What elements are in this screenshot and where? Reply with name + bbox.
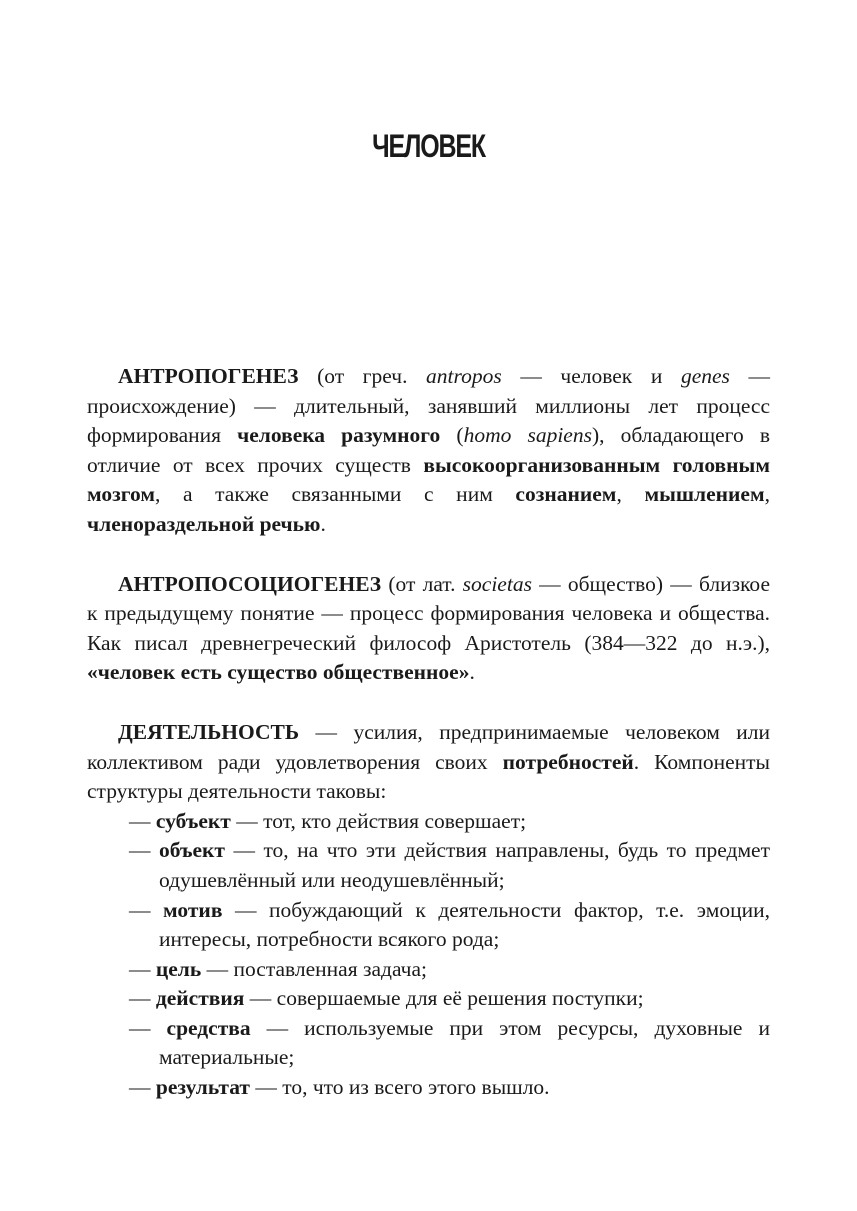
list-dash: — — [129, 838, 159, 863]
latin-term: genes — [680, 364, 730, 388]
entry-paragraph — [87, 718, 770, 807]
list-item — [87, 896, 770, 955]
component-text: — совершаемые для её решения поступки; — [244, 986, 644, 1011]
entry-text: ), обладающего в отличие от всех прочих существ — [87, 423, 770, 477]
entry-text: — усилия, предпринимаемые человеком или коллективом ради удовлетворения своих — [87, 719, 770, 774]
entry-text: , — [764, 482, 770, 507]
entry-paragraph — [87, 570, 770, 688]
entry-anthroposociogenesis — [87, 570, 770, 688]
bold-term: человека разумного — [237, 423, 441, 448]
component-text: — то, на что эти действия направлены, будь то предмет одушевлённый или неодушевлённый; — [159, 838, 770, 892]
bold-term: потребностей — [502, 749, 634, 774]
entry-anthropogenesis — [87, 362, 770, 540]
entry-text: — человек и — [501, 364, 681, 388]
list-dash: — — [129, 897, 164, 922]
entry-term: АНТРОПОГЕНЕЗ — [118, 364, 299, 388]
component-text: — то, что из всего этого вышло. — [249, 1075, 550, 1100]
list-dash: — — [129, 956, 156, 981]
list-item — [87, 955, 770, 985]
component-term: действия — [155, 986, 245, 1011]
list-item — [87, 807, 770, 837]
entry-text: ( — [440, 423, 464, 448]
list-dash: — — [129, 1015, 167, 1040]
entry-text: , — [616, 482, 645, 507]
bold-term: мышлением — [644, 482, 765, 507]
entry-text: (от лат. — [381, 571, 463, 596]
list-item — [87, 1014, 770, 1073]
entry-text: . — [469, 660, 475, 685]
list-dash: — — [129, 808, 156, 833]
latin-term: societas — [462, 571, 532, 596]
latin-term: antropos — [426, 364, 502, 388]
component-term: результат — [155, 1075, 250, 1100]
component-term: объект — [158, 838, 225, 863]
entry-text: (от греч. — [298, 364, 427, 388]
component-term: субъект — [155, 808, 231, 833]
page-content — [87, 362, 770, 1103]
component-text: — поставленная задача; — [201, 956, 427, 981]
latin-term: homo sapiens — [463, 423, 592, 448]
bold-term: членораздельной речью — [87, 511, 321, 536]
component-term: средства — [166, 1015, 251, 1040]
entry-activity — [87, 718, 770, 1103]
entry-term: ДЕЯТЕЛЬНОСТЬ — [118, 719, 300, 744]
entry-text: . Компоненты структуры деятельности таковы: — [87, 749, 770, 804]
component-text: — тот, кто действия совершает; — [230, 808, 527, 833]
bold-term: высокоорганизованным головным мозгом — [87, 452, 770, 507]
entry-paragraph — [87, 362, 770, 540]
page-title: ЧЕЛОВЕК — [372, 128, 485, 164]
entry-text: . — [320, 511, 326, 536]
component-text: — побуждающий к деятельности фактор, т.е. эмоции, интересы, потребности всякого рода; — [159, 897, 770, 952]
entry-text: , а также связанными с ним — [154, 482, 516, 507]
list-dash: — — [129, 986, 156, 1011]
list-item — [87, 1073, 770, 1103]
list-item — [87, 836, 770, 895]
activity-components-list — [87, 807, 770, 1103]
entry-text: — общество) — близкое к предыдущему понятие — процесс формирования человека и общества. Как писал древнегреческий философ Аристотель (384—322 до н.э.), — [87, 571, 770, 655]
bold-term: сознанием — [515, 482, 617, 507]
component-text: — используемые при этом ресурсы, духовные и материальные; — [159, 1015, 770, 1070]
list-item — [87, 984, 770, 1014]
list-dash: — — [129, 1075, 156, 1100]
component-term: мотив — [163, 897, 223, 922]
component-term: цель — [155, 956, 202, 981]
aristotle-quote: «человек есть существо общественное» — [87, 660, 470, 685]
entry-text: — происхождение) — длительный, занявший миллионы лет процесс формирования — [87, 364, 770, 448]
entry-term: АНТРОПОСОЦИОГЕНЕЗ — [118, 571, 382, 596]
